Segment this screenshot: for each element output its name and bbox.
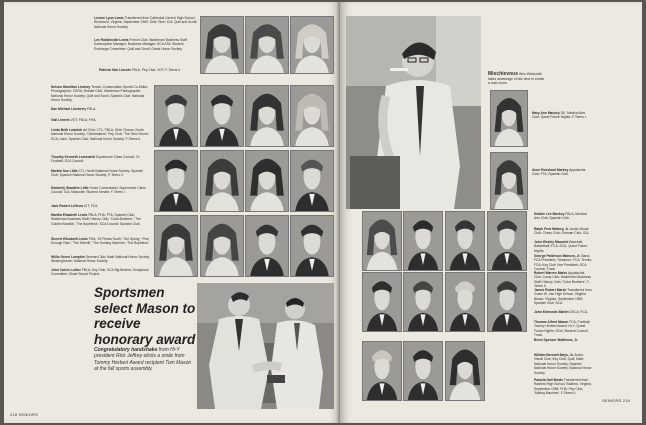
student-portrait [245,150,289,212]
photo-caption-right [488,72,546,86]
bio-entry [51,107,151,111]
bio-name: Dan Michael Lineberry [51,107,87,111]
bio-text: Band; FCA President; Treasurer; FCA; Tennis; FCA; Key Club Vice President; SCA Council; Track. [534,254,592,272]
bio-entry [534,378,592,396]
bio-entry [534,310,592,314]
bio-name: George Patterson Mansen, Jr. [534,254,581,258]
photo-caption [94,347,194,373]
bio-entry [94,38,198,51]
student-portrait [245,16,289,74]
bio-name: Willis Green Lumpkin [51,255,85,259]
student-portrait [362,272,402,332]
bio-name: Pamela Gail Meats [534,378,563,382]
bio-text: Honor Commission; Sophomore Class Council; ICA; Mascotte; Student Senate; F-Teens I. [51,186,146,195]
student-portrait [290,85,334,147]
bio-entry [51,118,151,122]
student-portrait [362,211,402,271]
student-portrait [154,85,198,147]
bio-text: FCA; Football; Tommy Herbert Award; Hi-Y; Quest Future Nights; SCA; Student Council; Track. [534,320,591,338]
bio-text: Art Club; CTL; FBLA; Girls' Chorus; North National Honor Society; 'Celebrations'; Pep Club; 'The Teen Storm'; SCA; Latin; Spanish Club; National Honor Society; F-Teens II. [51,128,150,141]
bio-text: FBLA; FHA; FTA; Spanish Club; Watchman Business Staff; History Club; 'Cuba Brothers'; 'The Golden Bandits'; 'The Boyfriend'; SCA Council; Spanish Club. [51,213,141,226]
caption-text: Wes Weissrath takes advantage of idle time to create a dust storm. [488,72,545,85]
bio-entry [534,320,592,338]
bio-name: Lenore Lynn Lewis [94,16,124,20]
bio-entry [532,168,592,177]
student-portrait [154,150,198,212]
yearbook-spread [4,2,642,423]
bio-entry [534,240,592,253]
bio-entry [94,16,198,29]
bio-text: FBLA; Medical Arts Club; Spanish Club. [534,212,587,221]
bio-entry [51,169,151,178]
caption-lead: Mischievous [488,71,519,77]
left-page [4,2,340,423]
bio-name: John Calvin Luther [51,268,81,272]
bio-text: VOT; FBLA; FHA. [70,118,97,122]
page-folio-left: 218 SENIORS [10,412,38,417]
bio-text: FBLA. [87,107,97,111]
bio-name: Debbie Lee Mackey [534,212,565,216]
student-portrait [200,85,244,147]
bio-entry [51,155,151,164]
bio-name: Patricia Gail Lincoln [99,68,131,72]
bio-name: John Wesley Macomb [534,240,569,244]
bio-name: Martha Elizabeth Lewis [51,213,88,217]
bio-text: Appalachia Club; Camp Club; Watchman Business Staff; History Club; 'Cuba Brothers'; F-Teens II. [534,271,591,289]
bio-name: Jack Robert LeGrow [51,204,84,208]
student-portrait [290,16,334,74]
bio-entry [534,353,592,375]
bio-text: CTL; North National Honor Society; Spanish Club; Spanish National Honor Society; F-Teens II. [51,169,143,178]
student-portrait [445,341,485,401]
page-folio-right: SENIORS 219 [602,398,630,403]
bio-text: DE; Medical Arts Club; Quest Future Nights; F-Teens I. [532,111,587,120]
bio-entry [534,271,592,289]
bio-name: Mary Ann Mackey [532,111,560,115]
bio-text: DECA; FCA. [569,310,589,314]
student-portrait [362,341,402,401]
bio-name: John Edmonds Martin [534,310,569,314]
right-page [340,2,642,423]
bio-entry [534,338,592,342]
bio-text: FHA; 'Of Pinata Youth'; 'Girl Spring'; 'Fine Enough Rain'; 'The Sherrill'; 'The Golding Machine'; 'The Boyfriend.' [51,237,150,246]
bio-name: Martha Sue Little [51,169,78,173]
bio-name: Thomas Alfred Mason [534,320,569,324]
bio-name: Kimberly Standlee Little [51,186,89,190]
bio-name: Sherrie Elizabeth Lewis [51,237,88,241]
bio-text: Transferred from Guam W. Van High School, Virginia Beach, Virginia, September 1969, Spanish Club; SCA. [534,288,592,306]
student-portrait [403,211,443,271]
student-portrait [200,16,244,74]
bio-name: Brent Spencer Matthews, Jr. [534,338,579,342]
bio-text: German Club; Math National Honor Society; Westinghouse; National Honor Society. [51,255,150,264]
student-portrait [403,272,443,332]
bio-text: Baseball; Basketball; FCA; SCA; Quest Future Nights. [534,240,588,253]
bio-name: Ralph Fred Mabrey, Jr. [534,227,570,231]
article-headline: Sportsmen select Mason to receive honorary award [94,285,196,347]
caption-text: from Hi-Y president Rick Jeffrey elicits a smile from Tommy Herbert Award recipient Tom Mason at the fall sports assembly. [94,347,192,373]
bio-text: Tennis; Conservation Sports Co-Editor; Photographer; CERA; Debate Club; Watchman Photographer; National Honor Society; Quill and Scroll; Spanish Club; National Honor Society. [51,85,149,103]
bio-entry [534,227,592,236]
student-portrait [290,215,334,277]
bio-name: Nelson Hamilton Lindsey [51,85,91,89]
bio-entry [99,68,197,72]
student-portrait [245,85,289,147]
bio-name: Gail Linnels [51,118,70,122]
bio-entry [534,212,592,221]
student-portrait [490,152,528,210]
bio-entry [51,204,151,208]
caption-lead: Congratulatory handshake [94,347,158,353]
student-portrait [245,215,289,277]
student-portrait [490,90,528,147]
student-portrait [487,272,527,332]
bio-text: ICT; FCA. [84,204,99,208]
bio-name: Timothy Kenneth Lomsweld [51,155,95,159]
bio-entry [534,254,592,272]
bio-name: James Robert Marsh [534,288,567,292]
bio-text: French Club; Watchman Business Staff Subscription Manager; Business Manager; SCA ATA; Student Exchange Committee; Quill and Scroll; Greek Honor Society. [94,38,187,51]
student-portrait [290,150,334,212]
bio-entry [51,85,151,103]
bio-text: Transferred from Radford High School, Radford, Virginia, September 1969; FHA; Pep Club; 'Adding Machine'; F-Teens II. [534,378,592,396]
bio-entry [51,268,151,277]
bio-text: Audio-Visual Club; Chess Club; German Club; ICA. [534,227,590,236]
student-portrait [200,215,244,277]
bio-entry [532,111,592,120]
bio-text: FBLA; Key Club; SCA Big Brother; Scrapbook Committee; Stuart Sound Project. [51,268,149,277]
student-portrait [154,215,198,277]
student-portrait [445,272,485,332]
bio-text: FBLA; Pep Club; VOT; F-Teens II. [131,68,181,72]
student-portrait [445,211,485,271]
bio-name: Anne Rossland Markey [532,168,569,172]
bio-entry [51,213,151,226]
bio-entry [51,186,151,195]
bio-name: William Bennett Mays, Jr. [534,353,574,357]
student-portrait [403,341,443,401]
student-portrait [200,150,244,212]
bio-name: Lee Robbinville Lewis [94,38,129,42]
bio-text: Transferred from Cathedral Central High School, Richmond, Virginia, September 1969, Girls' Glee; ICA; Quill and Scroll; National Honor Society. [94,16,198,29]
bio-text: Sophomore Class Council; JV Football; SCA Council. [51,155,140,164]
award-handshake-photo [197,283,334,409]
bio-name: Robert Warren Marks [534,271,568,275]
bio-text: Audio-Visual Club; Key Club; Quill; Math National Honor Society; Spanish National Honor Society; National Honor Society. [534,353,592,375]
bio-text: Appalachia Club; FTA; Spanish Club. [532,168,586,177]
bio-entry [51,237,151,246]
bio-name: Linda Beth Lodwick [51,128,83,132]
bio-entry [51,128,151,141]
student-at-desk-photo [346,16,481,209]
bio-entry [534,288,592,306]
bio-entry [51,255,151,264]
student-portrait [487,211,527,271]
